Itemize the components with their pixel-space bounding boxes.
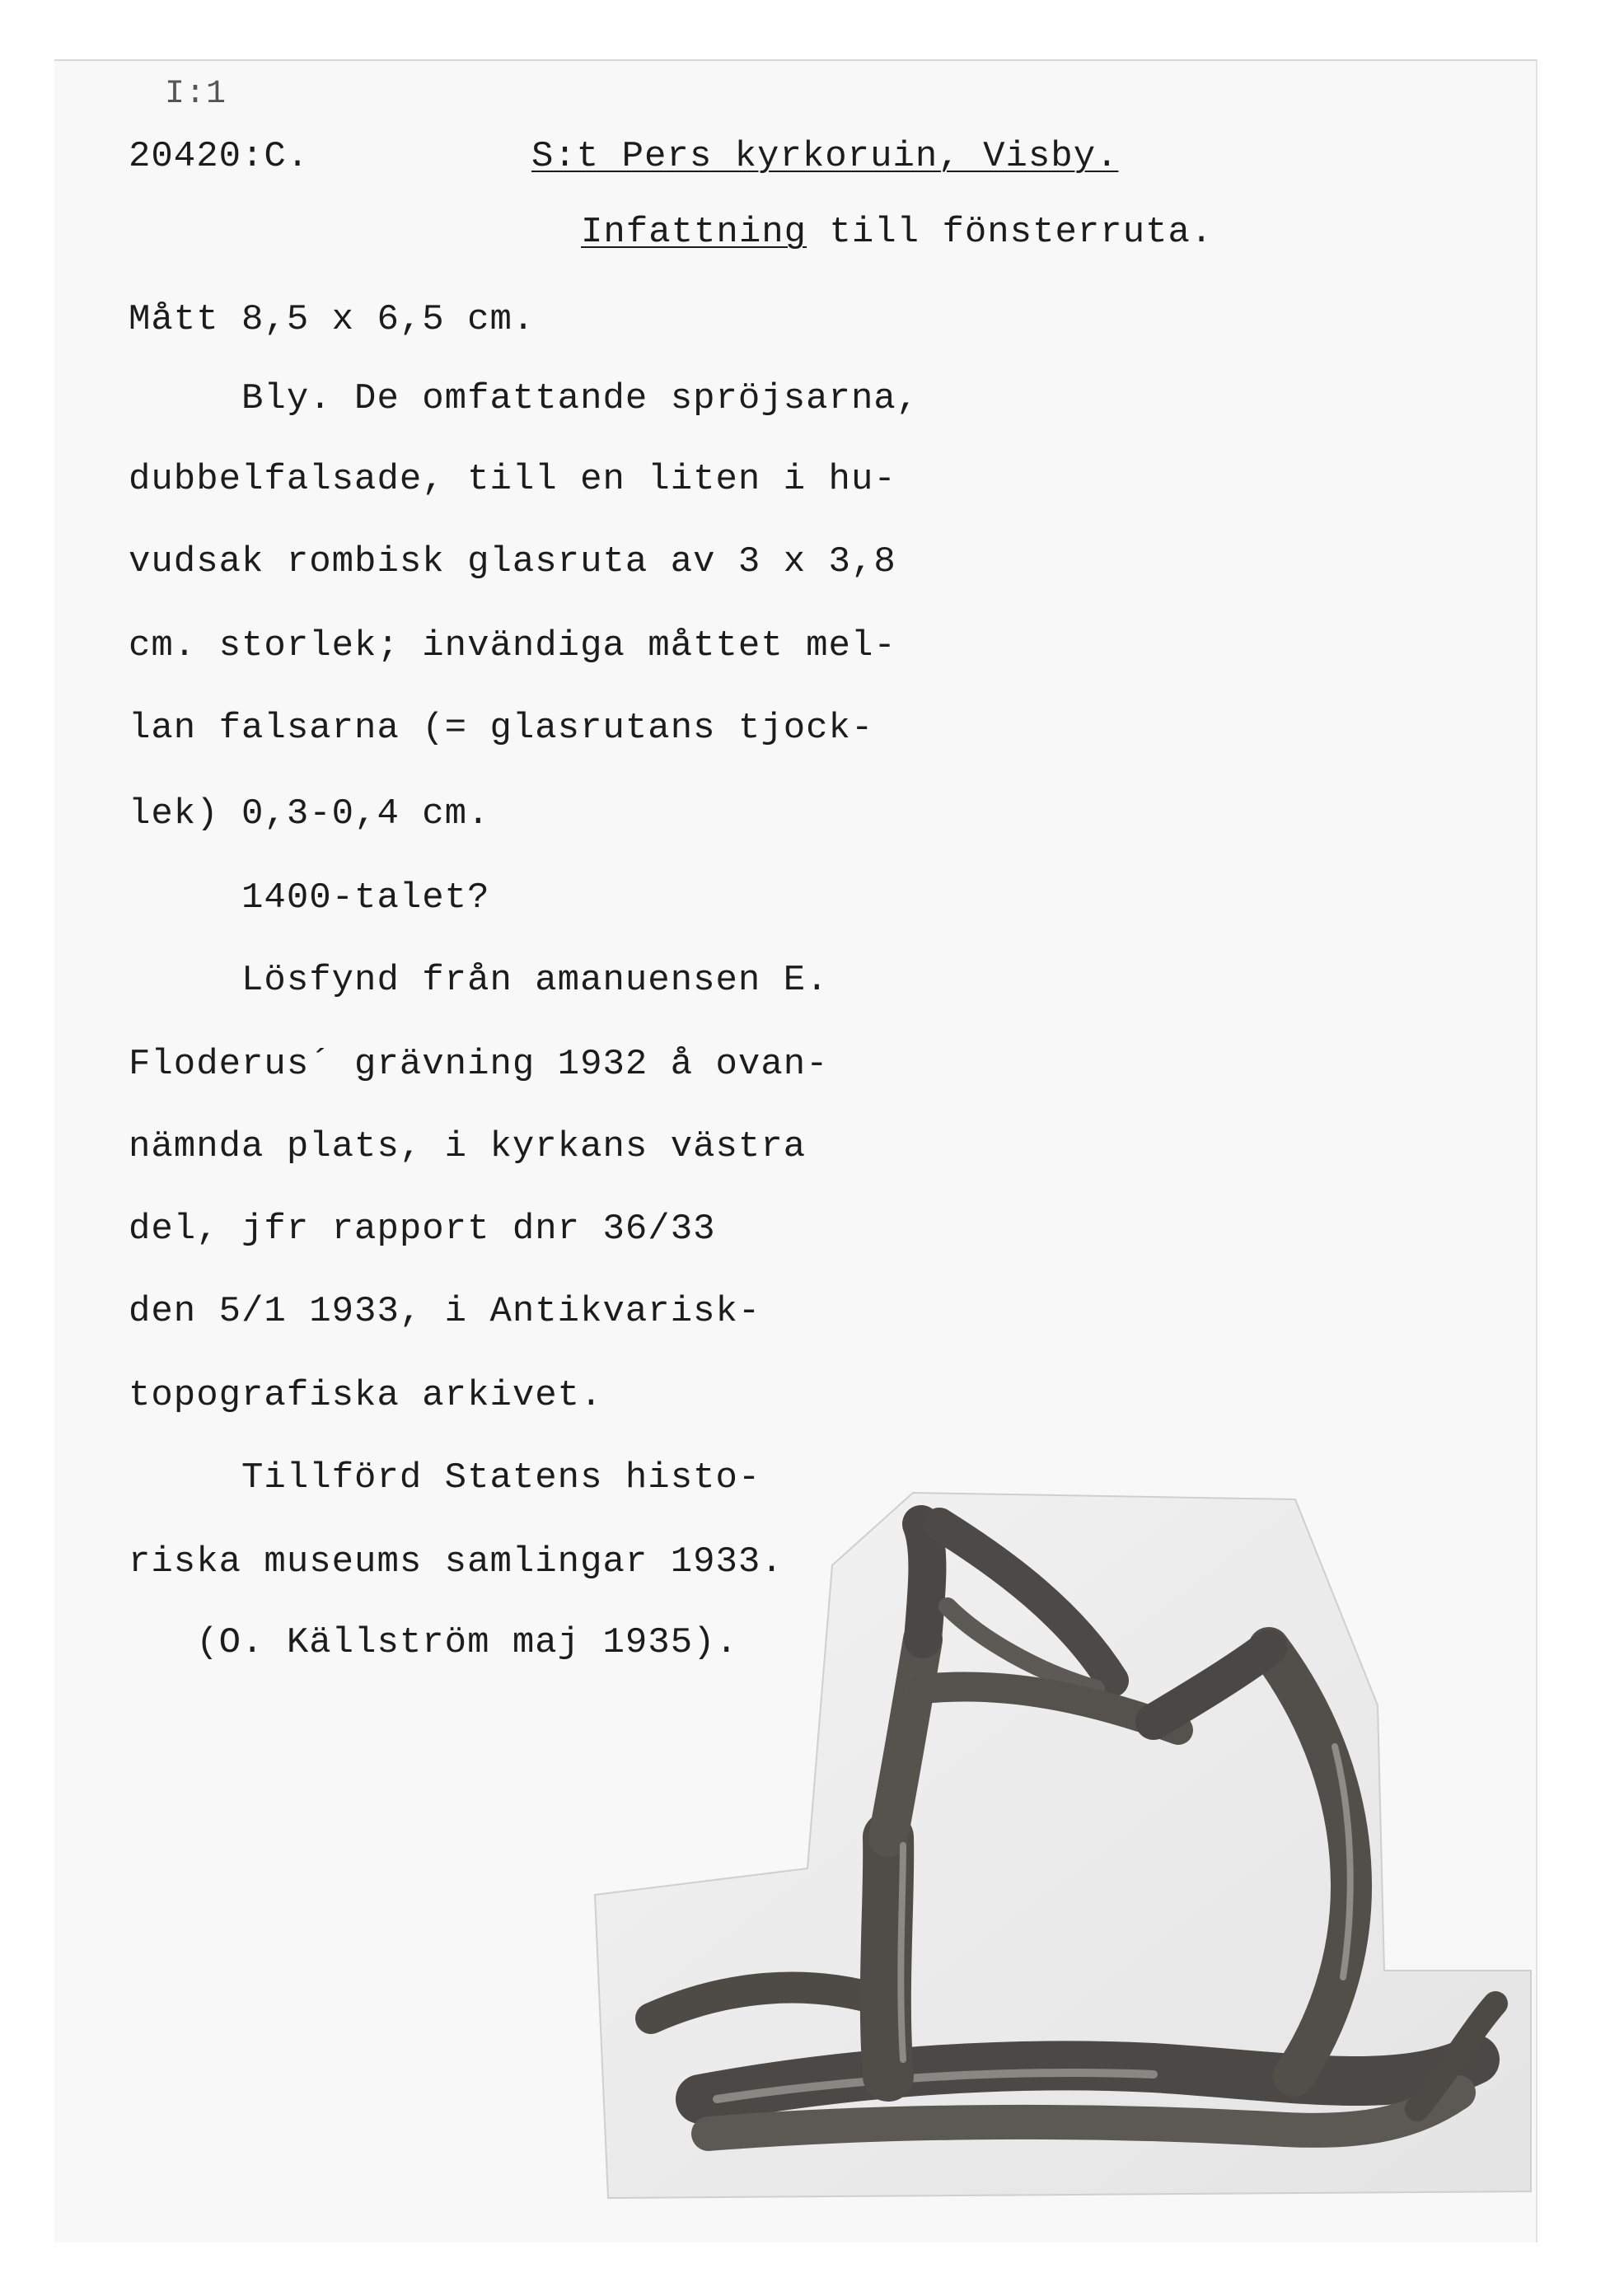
body-line: nämnda plats, i kyrkans västra [129,1126,807,1167]
body-line: del, jfr rapport dnr 36/33 [129,1209,716,1250]
body-line: Tillförd Statens histo- [129,1457,761,1499]
body-line: dubbelfalsade, till en liten i hu- [129,459,896,500]
body-line: lan falsarna (= glasrutans tjock- [129,708,874,749]
body-line: den 5/1 1933, i Antikvarisk- [129,1291,761,1332]
body-line: topografiska arkivet. [129,1375,603,1416]
site-heading: S:t Pers kyrkoruin, Visby. [531,136,1119,177]
scale-mark: I:1 [165,76,227,113]
body-line: riska museums samlingar 1933. [129,1541,784,1583]
object-title-underlined: Infattning [581,212,807,253]
body-line: 1400-talet? [129,877,490,919]
body-line: Bly. De omfattande spröjsarna, [129,378,920,419]
body-line: lek) 0,3-0,4 cm. [129,793,490,835]
object-title-rest: till fönsterruta. [807,212,1214,253]
body-line: cm. storlek; invändiga måttet mel- [129,625,896,666]
body-line: Mått 8,5 x 6,5 cm. [129,299,536,340]
body-line: vudsak rombisk glasruta av 3 x 3,8 [129,541,896,582]
body-line: Floderus´ grävning 1932 å ovan- [129,1044,829,1085]
body-line: Lösfynd från amanuensen E. [129,960,829,1001]
body-line: (O. Källström maj 1935). [129,1622,738,1663]
catalog-number: 20420:C. [129,136,310,177]
